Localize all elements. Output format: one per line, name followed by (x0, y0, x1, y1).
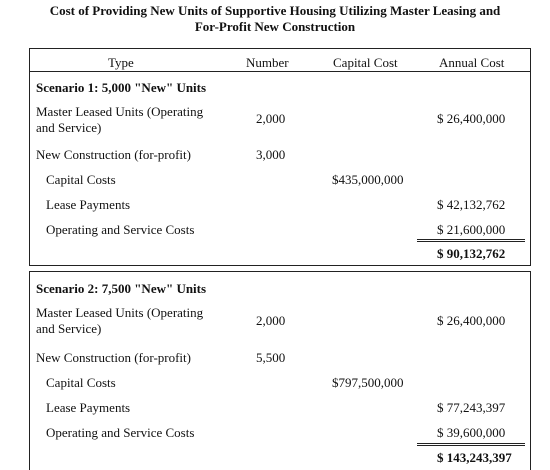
scenario-1-heading: Scenario 1: 5,000 "New" Units (36, 80, 207, 95)
scenario-2-master-leased-label-2: and Service) (36, 321, 102, 336)
scenario-1-lease-payments-label: Lease Payments (46, 197, 131, 212)
scenario-1-capital-costs-label: Capital Costs (46, 172, 116, 187)
scenario-2-operating-service-label: Operating and Service Costs (46, 425, 195, 440)
scenario-1-operating-service-label: Operating and Service Costs (46, 222, 195, 237)
scenario-2-lease-payments-annual: $ 77,243,397 (437, 400, 506, 415)
scenario-2-lease-payments-label: Lease Payments (46, 400, 131, 415)
scenario-2-sum-rule-bottom (417, 445, 525, 446)
scenario-1-total: $ 90,132,762 (437, 246, 506, 261)
column-header-capital-cost: Capital Cost (333, 55, 398, 70)
scenario-2-operating-service-annual: $ 39,600,000 (437, 425, 506, 440)
scenario-1-sum-rule-top (417, 239, 525, 240)
column-header-type: Type (108, 55, 134, 70)
scenario-1-master-leased-label-2: and Service) (36, 120, 102, 135)
column-header-annual-cost: Annual Cost (439, 55, 505, 70)
column-header-number: Number (246, 55, 289, 70)
scenario-1-capital-costs-value: $435,000,000 (332, 172, 404, 187)
scenario-1-sum-rule-bottom (417, 241, 525, 242)
table-title-line-1: Cost of Providing New Units of Supportive Housing Utilizing Master Leasing and (49, 3, 501, 18)
scenario-1-master-leased-number: 2,000 (256, 111, 286, 126)
scenario-2-new-construction-number: 5,500 (256, 350, 286, 365)
scenario-1-new-construction-label: New Construction (for-profit) (36, 147, 191, 162)
scenario-1-operating-service-annual: $ 21,600,000 (437, 222, 506, 237)
scenario-1-master-leased-label-1: Master Leased Units (Operating (36, 104, 204, 119)
scenario-2-capital-costs-label: Capital Costs (46, 375, 116, 390)
table-title-line-2: For-Profit New Construction (194, 19, 356, 34)
scenario-2-total: $ 143,243,397 (437, 450, 512, 465)
scenario-2-heading: Scenario 2: 7,500 "New" Units (36, 281, 207, 296)
scenario-2-capital-costs-value: $797,500,000 (332, 375, 404, 390)
scenario-1-lease-payments-annual: $ 42,132,762 (437, 197, 506, 212)
scenario-2-master-leased-number: 2,000 (256, 313, 286, 328)
scenario-2-master-leased-label-1: Master Leased Units (Operating (36, 305, 204, 320)
scenario-1-master-leased-annual: $ 26,400,000 (437, 111, 506, 126)
scenario-1-new-construction-number: 3,000 (256, 147, 286, 162)
header-rule (29, 71, 531, 72)
scenario-2-box (29, 271, 531, 470)
scenario-2-new-construction-label: New Construction (for-profit) (36, 350, 191, 365)
scenario-2-master-leased-annual: $ 26,400,000 (437, 313, 506, 328)
scenario-2-sum-rule-top (417, 443, 525, 444)
